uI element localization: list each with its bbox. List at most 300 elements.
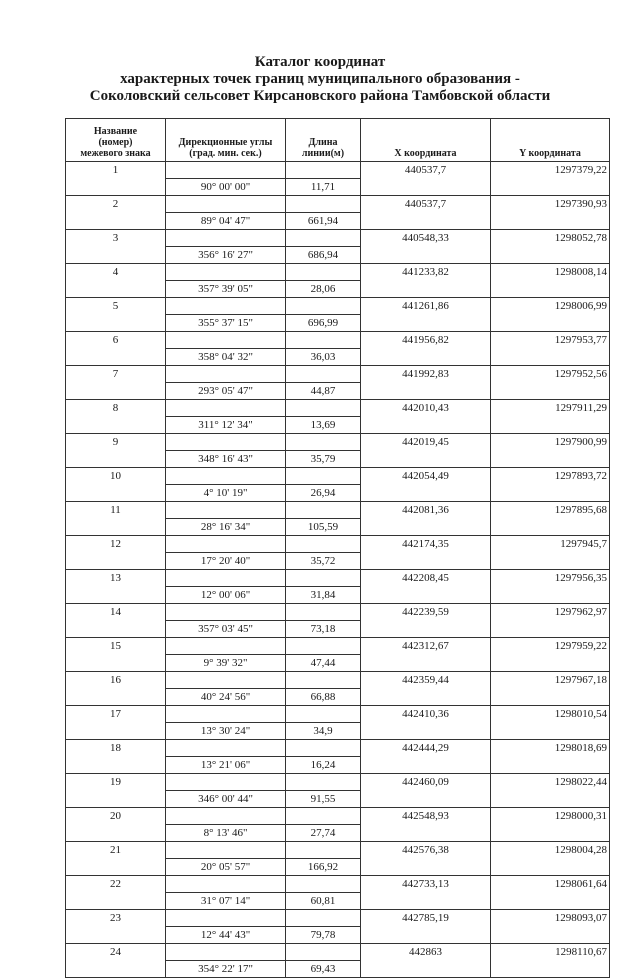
empty-cell xyxy=(66,621,166,638)
header-point-name: Название (номер) межевого знака xyxy=(66,119,166,162)
y-coordinate: 1297390,93 xyxy=(491,196,610,213)
table-row-point xyxy=(66,774,610,791)
empty-cell xyxy=(66,213,166,230)
empty-cell xyxy=(286,264,361,281)
empty-cell xyxy=(166,604,286,621)
empty-cell xyxy=(361,927,491,944)
y-coordinate: 1298008,14 xyxy=(491,264,610,281)
x-coordinate: 441233,82 xyxy=(361,264,491,281)
table-row-line xyxy=(66,961,610,978)
y-coordinate: 1298022,44 xyxy=(491,774,610,791)
empty-cell xyxy=(166,876,286,893)
table-body xyxy=(66,162,610,978)
x-coordinate: 442081,36 xyxy=(361,502,491,519)
document-title xyxy=(0,54,640,105)
y-coordinate: 1297893,72 xyxy=(491,468,610,485)
x-coordinate: 441261,86 xyxy=(361,298,491,315)
empty-cell xyxy=(166,400,286,417)
empty-cell xyxy=(166,706,286,723)
direction-angle: 8° 13' 46" xyxy=(166,825,286,842)
x-coordinate: 442174,35 xyxy=(361,536,491,553)
point-number: 20 xyxy=(66,808,166,825)
empty-cell xyxy=(166,808,286,825)
table-row-line xyxy=(66,349,610,366)
point-number: 4 xyxy=(66,264,166,281)
direction-angle: 31° 07' 14" xyxy=(166,893,286,910)
y-coordinate: 1298010,54 xyxy=(491,706,610,723)
point-number: 16 xyxy=(66,672,166,689)
point-number: 21 xyxy=(66,842,166,859)
empty-cell xyxy=(491,247,610,264)
line-length: 166,92 xyxy=(286,859,361,876)
empty-cell xyxy=(286,706,361,723)
line-length: 31,84 xyxy=(286,587,361,604)
point-number: 8 xyxy=(66,400,166,417)
table-row-line xyxy=(66,621,610,638)
direction-angle: 40° 24' 56" xyxy=(166,689,286,706)
empty-cell xyxy=(286,808,361,825)
empty-cell xyxy=(66,587,166,604)
empty-cell xyxy=(361,179,491,196)
table-row-point xyxy=(66,502,610,519)
empty-cell xyxy=(361,825,491,842)
empty-cell xyxy=(491,791,610,808)
point-number: 24 xyxy=(66,944,166,961)
header-y-coordinate: Y координата xyxy=(491,119,610,162)
direction-angle: 4° 10' 19" xyxy=(166,485,286,502)
table-row-line xyxy=(66,587,610,604)
table-row-line xyxy=(66,655,610,672)
empty-cell xyxy=(286,434,361,451)
empty-cell xyxy=(166,570,286,587)
x-coordinate: 440537,7 xyxy=(361,196,491,213)
empty-cell xyxy=(361,247,491,264)
empty-cell xyxy=(361,383,491,400)
empty-cell xyxy=(491,961,610,978)
empty-cell xyxy=(286,774,361,791)
empty-cell xyxy=(491,689,610,706)
line-length: 36,03 xyxy=(286,349,361,366)
empty-cell xyxy=(166,468,286,485)
table-row-line xyxy=(66,179,610,196)
x-coordinate: 441956,82 xyxy=(361,332,491,349)
empty-cell xyxy=(491,417,610,434)
line-length: 47,44 xyxy=(286,655,361,672)
y-coordinate: 1297967,18 xyxy=(491,672,610,689)
line-length: 105,59 xyxy=(286,519,361,536)
empty-cell xyxy=(166,842,286,859)
empty-cell xyxy=(361,315,491,332)
empty-cell xyxy=(166,944,286,961)
empty-cell xyxy=(361,553,491,570)
line-length: 79,78 xyxy=(286,927,361,944)
empty-cell xyxy=(166,332,286,349)
empty-cell xyxy=(66,451,166,468)
empty-cell xyxy=(286,944,361,961)
direction-angle: 311° 12' 34" xyxy=(166,417,286,434)
line-length: 34,9 xyxy=(286,723,361,740)
y-coordinate: 1298018,69 xyxy=(491,740,610,757)
y-coordinate: 1297956,35 xyxy=(491,570,610,587)
empty-cell xyxy=(66,485,166,502)
empty-cell xyxy=(66,553,166,570)
empty-cell xyxy=(286,604,361,621)
point-number: 22 xyxy=(66,876,166,893)
y-coordinate: 1298093,07 xyxy=(491,910,610,927)
empty-cell xyxy=(361,961,491,978)
header-direction-angle: Дирекционные углы (град. мин. сек.) xyxy=(166,119,286,162)
y-coordinate: 1297952,56 xyxy=(491,366,610,383)
y-coordinate: 1297895,68 xyxy=(491,502,610,519)
point-number: 15 xyxy=(66,638,166,655)
table-row-point xyxy=(66,162,610,179)
empty-cell xyxy=(361,451,491,468)
table-row-line xyxy=(66,281,610,298)
x-coordinate: 442576,38 xyxy=(361,842,491,859)
empty-cell xyxy=(166,638,286,655)
title-line-2: характерных точек границ муниципального образования - xyxy=(120,71,520,87)
table-row-point xyxy=(66,808,610,825)
direction-angle: 346° 00' 44" xyxy=(166,791,286,808)
empty-cell xyxy=(286,910,361,927)
empty-cell xyxy=(286,400,361,417)
direction-angle: 355° 37' 15" xyxy=(166,315,286,332)
table-row-point xyxy=(66,332,610,349)
empty-cell xyxy=(361,893,491,910)
y-coordinate: 1297911,29 xyxy=(491,400,610,417)
empty-cell xyxy=(361,689,491,706)
y-coordinate: 1297379,22 xyxy=(491,162,610,179)
line-length: 44,87 xyxy=(286,383,361,400)
header-line-length: Длина линии(м) xyxy=(286,119,361,162)
table-row-line xyxy=(66,213,610,230)
empty-cell xyxy=(491,519,610,536)
empty-cell xyxy=(491,859,610,876)
x-coordinate: 442208,45 xyxy=(361,570,491,587)
y-coordinate: 1297900,99 xyxy=(491,434,610,451)
line-length: 13,69 xyxy=(286,417,361,434)
table-row-line xyxy=(66,519,610,536)
point-number: 5 xyxy=(66,298,166,315)
table-row-point xyxy=(66,910,610,927)
empty-cell xyxy=(286,740,361,757)
y-coordinate: 1298004,28 xyxy=(491,842,610,859)
table-row-line xyxy=(66,315,610,332)
empty-cell xyxy=(286,536,361,553)
empty-cell xyxy=(66,893,166,910)
point-number: 9 xyxy=(66,434,166,451)
direction-angle: 28° 16' 34" xyxy=(166,519,286,536)
point-number: 14 xyxy=(66,604,166,621)
empty-cell xyxy=(166,230,286,247)
empty-cell xyxy=(166,298,286,315)
table-row-line xyxy=(66,791,610,808)
line-length: 73,18 xyxy=(286,621,361,638)
empty-cell xyxy=(286,366,361,383)
direction-angle: 356° 16' 27" xyxy=(166,247,286,264)
table-row-point xyxy=(66,536,610,553)
empty-cell xyxy=(66,859,166,876)
y-coordinate: 1297962,97 xyxy=(491,604,610,621)
line-length: 69,43 xyxy=(286,961,361,978)
table-row-point xyxy=(66,740,610,757)
point-number: 6 xyxy=(66,332,166,349)
y-coordinate: 1297959,22 xyxy=(491,638,610,655)
x-coordinate: 442019,45 xyxy=(361,434,491,451)
empty-cell xyxy=(361,859,491,876)
line-length: 696,99 xyxy=(286,315,361,332)
y-coordinate: 1298061,64 xyxy=(491,876,610,893)
empty-cell xyxy=(491,349,610,366)
empty-cell xyxy=(286,672,361,689)
direction-angle: 9° 39' 32" xyxy=(166,655,286,672)
x-coordinate: 442548,93 xyxy=(361,808,491,825)
empty-cell xyxy=(166,264,286,281)
empty-cell xyxy=(491,757,610,774)
x-coordinate: 442312,67 xyxy=(361,638,491,655)
line-length: 11,71 xyxy=(286,179,361,196)
empty-cell xyxy=(166,434,286,451)
table-row-point xyxy=(66,298,610,315)
table-row-point xyxy=(66,604,610,621)
point-number: 23 xyxy=(66,910,166,927)
x-coordinate: 441992,83 xyxy=(361,366,491,383)
empty-cell xyxy=(361,655,491,672)
x-coordinate: 442010,43 xyxy=(361,400,491,417)
empty-cell xyxy=(166,910,286,927)
empty-cell xyxy=(66,247,166,264)
table-row-line xyxy=(66,757,610,774)
title-line-3: Соколовский сельсовет Кирсановского района Тамбовской области xyxy=(89,88,551,104)
table-row-line xyxy=(66,417,610,434)
empty-cell xyxy=(361,417,491,434)
line-length: 686,94 xyxy=(286,247,361,264)
table-row-point xyxy=(66,944,610,961)
table-row-line xyxy=(66,553,610,570)
empty-cell xyxy=(361,791,491,808)
table-row-point xyxy=(66,400,610,417)
table-row-line xyxy=(66,383,610,400)
direction-angle: 89° 04' 47" xyxy=(166,213,286,230)
direction-angle: 354° 22' 17" xyxy=(166,961,286,978)
line-length: 26,94 xyxy=(286,485,361,502)
x-coordinate: 440537,7 xyxy=(361,162,491,179)
y-coordinate: 1297953,77 xyxy=(491,332,610,349)
empty-cell xyxy=(361,621,491,638)
table-row-point xyxy=(66,196,610,213)
line-length: 35,79 xyxy=(286,451,361,468)
empty-cell xyxy=(66,961,166,978)
y-coordinate: 1298052,78 xyxy=(491,230,610,247)
empty-cell xyxy=(361,349,491,366)
table-row-point xyxy=(66,842,610,859)
y-coordinate: 1298006,99 xyxy=(491,298,610,315)
empty-cell xyxy=(66,927,166,944)
empty-cell xyxy=(491,723,610,740)
empty-cell xyxy=(361,281,491,298)
direction-angle: 357° 39' 05" xyxy=(166,281,286,298)
point-number: 10 xyxy=(66,468,166,485)
empty-cell xyxy=(491,553,610,570)
empty-cell xyxy=(286,876,361,893)
table-row-point xyxy=(66,366,610,383)
empty-cell xyxy=(286,230,361,247)
line-length: 661,94 xyxy=(286,213,361,230)
x-coordinate: 440548,33 xyxy=(361,230,491,247)
x-coordinate: 442054,49 xyxy=(361,468,491,485)
empty-cell xyxy=(286,468,361,485)
empty-cell xyxy=(166,740,286,757)
empty-cell xyxy=(361,723,491,740)
empty-cell xyxy=(166,162,286,179)
empty-cell xyxy=(361,757,491,774)
title-line-1: Каталог координат xyxy=(254,54,386,70)
empty-cell xyxy=(66,315,166,332)
direction-angle: 90° 00' 00" xyxy=(166,179,286,196)
point-number: 12 xyxy=(66,536,166,553)
direction-angle: 12° 44' 43" xyxy=(166,927,286,944)
empty-cell xyxy=(166,502,286,519)
empty-cell xyxy=(361,519,491,536)
table-row-point xyxy=(66,638,610,655)
x-coordinate: 442410,36 xyxy=(361,706,491,723)
empty-cell xyxy=(66,383,166,400)
empty-cell xyxy=(491,281,610,298)
empty-cell xyxy=(286,196,361,213)
empty-cell xyxy=(491,451,610,468)
table-row-line xyxy=(66,859,610,876)
x-coordinate: 442359,44 xyxy=(361,672,491,689)
point-number: 7 xyxy=(66,366,166,383)
empty-cell xyxy=(66,757,166,774)
empty-cell xyxy=(166,774,286,791)
table-row-point xyxy=(66,570,610,587)
empty-cell xyxy=(66,655,166,672)
x-coordinate: 442239,59 xyxy=(361,604,491,621)
empty-cell xyxy=(361,485,491,502)
empty-cell xyxy=(361,587,491,604)
point-number: 18 xyxy=(66,740,166,757)
direction-angle: 13° 21' 06" xyxy=(166,757,286,774)
coordinates-table xyxy=(65,118,610,978)
empty-cell xyxy=(491,893,610,910)
empty-cell xyxy=(66,519,166,536)
empty-cell xyxy=(286,638,361,655)
table-row-point xyxy=(66,706,610,723)
direction-angle: 293° 05' 47" xyxy=(166,383,286,400)
line-length: 16,24 xyxy=(286,757,361,774)
x-coordinate: 442444,29 xyxy=(361,740,491,757)
point-number: 3 xyxy=(66,230,166,247)
x-coordinate: 442460,09 xyxy=(361,774,491,791)
table-header-row xyxy=(66,119,610,162)
point-number: 19 xyxy=(66,774,166,791)
empty-cell xyxy=(491,825,610,842)
empty-cell xyxy=(166,672,286,689)
direction-angle: 17° 20' 40" xyxy=(166,553,286,570)
x-coordinate: 442733,13 xyxy=(361,876,491,893)
empty-cell xyxy=(66,281,166,298)
empty-cell xyxy=(286,842,361,859)
table-row-point xyxy=(66,876,610,893)
y-coordinate: 1297945,7 xyxy=(491,536,610,553)
table-row-line xyxy=(66,485,610,502)
table-row-line xyxy=(66,825,610,842)
empty-cell xyxy=(286,298,361,315)
direction-angle: 358° 04' 32" xyxy=(166,349,286,366)
empty-cell xyxy=(491,383,610,400)
line-length: 35,72 xyxy=(286,553,361,570)
empty-cell xyxy=(66,791,166,808)
empty-cell xyxy=(66,723,166,740)
point-number: 13 xyxy=(66,570,166,587)
table-row-point xyxy=(66,264,610,281)
table-row-line xyxy=(66,247,610,264)
empty-cell xyxy=(166,536,286,553)
header-x-coordinate: Х координата xyxy=(361,119,491,162)
empty-cell xyxy=(166,366,286,383)
direction-angle: 12° 00' 06" xyxy=(166,587,286,604)
table-row-point xyxy=(66,230,610,247)
empty-cell xyxy=(66,179,166,196)
empty-cell xyxy=(66,417,166,434)
point-number: 11 xyxy=(66,502,166,519)
table-row-point xyxy=(66,434,610,451)
empty-cell xyxy=(286,162,361,179)
empty-cell xyxy=(491,213,610,230)
x-coordinate: 442863 xyxy=(361,944,491,961)
table-row-line xyxy=(66,927,610,944)
x-coordinate: 442785,19 xyxy=(361,910,491,927)
empty-cell xyxy=(66,689,166,706)
direction-angle: 20° 05' 57" xyxy=(166,859,286,876)
table-row-point xyxy=(66,468,610,485)
empty-cell xyxy=(361,213,491,230)
table-row-line xyxy=(66,451,610,468)
y-coordinate: 1298000,31 xyxy=(491,808,610,825)
point-number: 17 xyxy=(66,706,166,723)
empty-cell xyxy=(286,332,361,349)
direction-angle: 13° 30' 24" xyxy=(166,723,286,740)
empty-cell xyxy=(66,825,166,842)
empty-cell xyxy=(491,485,610,502)
direction-angle: 357° 03' 45" xyxy=(166,621,286,638)
table-row-line xyxy=(66,689,610,706)
empty-cell xyxy=(166,196,286,213)
empty-cell xyxy=(491,621,610,638)
point-number: 2 xyxy=(66,196,166,213)
table-row-point xyxy=(66,672,610,689)
table-row-line xyxy=(66,893,610,910)
empty-cell xyxy=(491,927,610,944)
line-length: 91,55 xyxy=(286,791,361,808)
line-length: 27,74 xyxy=(286,825,361,842)
line-length: 66,88 xyxy=(286,689,361,706)
point-number: 1 xyxy=(66,162,166,179)
line-length: 60,81 xyxy=(286,893,361,910)
empty-cell xyxy=(286,502,361,519)
table-row-line xyxy=(66,723,610,740)
empty-cell xyxy=(491,655,610,672)
direction-angle: 348° 16' 43" xyxy=(166,451,286,468)
empty-cell xyxy=(491,587,610,604)
empty-cell xyxy=(286,570,361,587)
empty-cell xyxy=(491,179,610,196)
empty-cell xyxy=(491,315,610,332)
empty-cell xyxy=(66,349,166,366)
line-length: 28,06 xyxy=(286,281,361,298)
y-coordinate: 1298110,67 xyxy=(491,944,610,961)
